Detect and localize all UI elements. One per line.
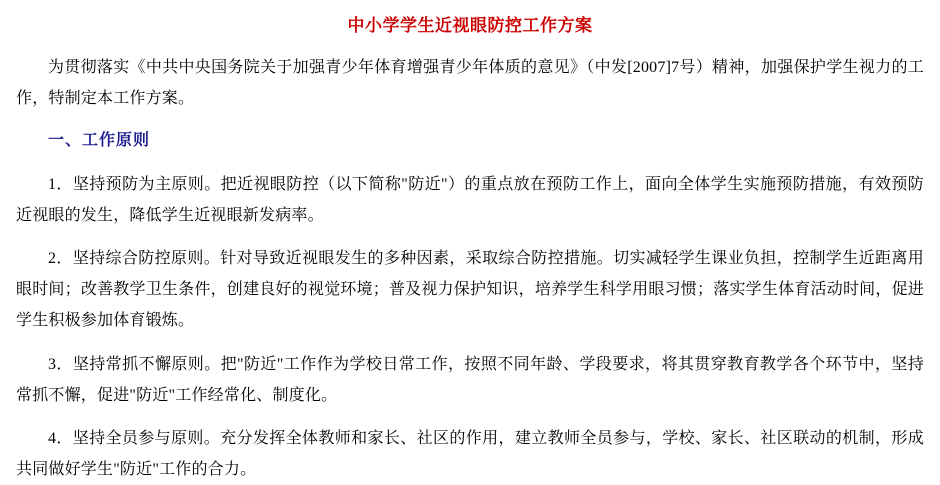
principle-paragraph-4: 4．坚持全员参与原则。充分发挥全体教师和家长、社区的作用，建立教师全员参与，学校、家长、社区联动的机制，形成共同做好学生"防近"工作的合力。 (16, 429, 924, 479)
document-title: 中小学学生近视眼防控工作方案 (347, 16, 593, 35)
principle-paragraph-3: 3．坚持常抓不懈原则。把"防近"工作作为学校日常工作，按照不同年龄、学段要求，将其贯穿教育教学各个环节中，坚持常抓不懈，促进"防近"工作经常化、制度化。 (16, 355, 924, 404)
principle-paragraph-1: 1．坚持预防为主原则。把近视眼防控（以下简称"防近"）的重点放在预防工作上，面向全体学生实施预防措施，有效预防近视眼的发生，降低学生近视眼新发病率。 (16, 175, 924, 224)
section-heading-work-principles: 一、工作原则 (48, 132, 151, 150)
principle-paragraph-2: 2．坚持综合防控原则。针对导致近视眼发生的多种因素，采取综合防控措施。切实减轻学生课业负担，控制学生近距离用眼时间；改善教学卫生条件，创建良好的视觉环境；普及视力保护知识，培养学生科学用眼习惯；落实学生体育活动时间，促进学生积极参加体育锻炼。 (16, 249, 924, 330)
intro-paragraph: 为贯彻落实《中共中央国务院关于加强青少年体育增强青少年体质的意见》（中发[2007]7号）精神，加强保护学生视力的工作，特制定本工作方案。 (16, 58, 924, 107)
